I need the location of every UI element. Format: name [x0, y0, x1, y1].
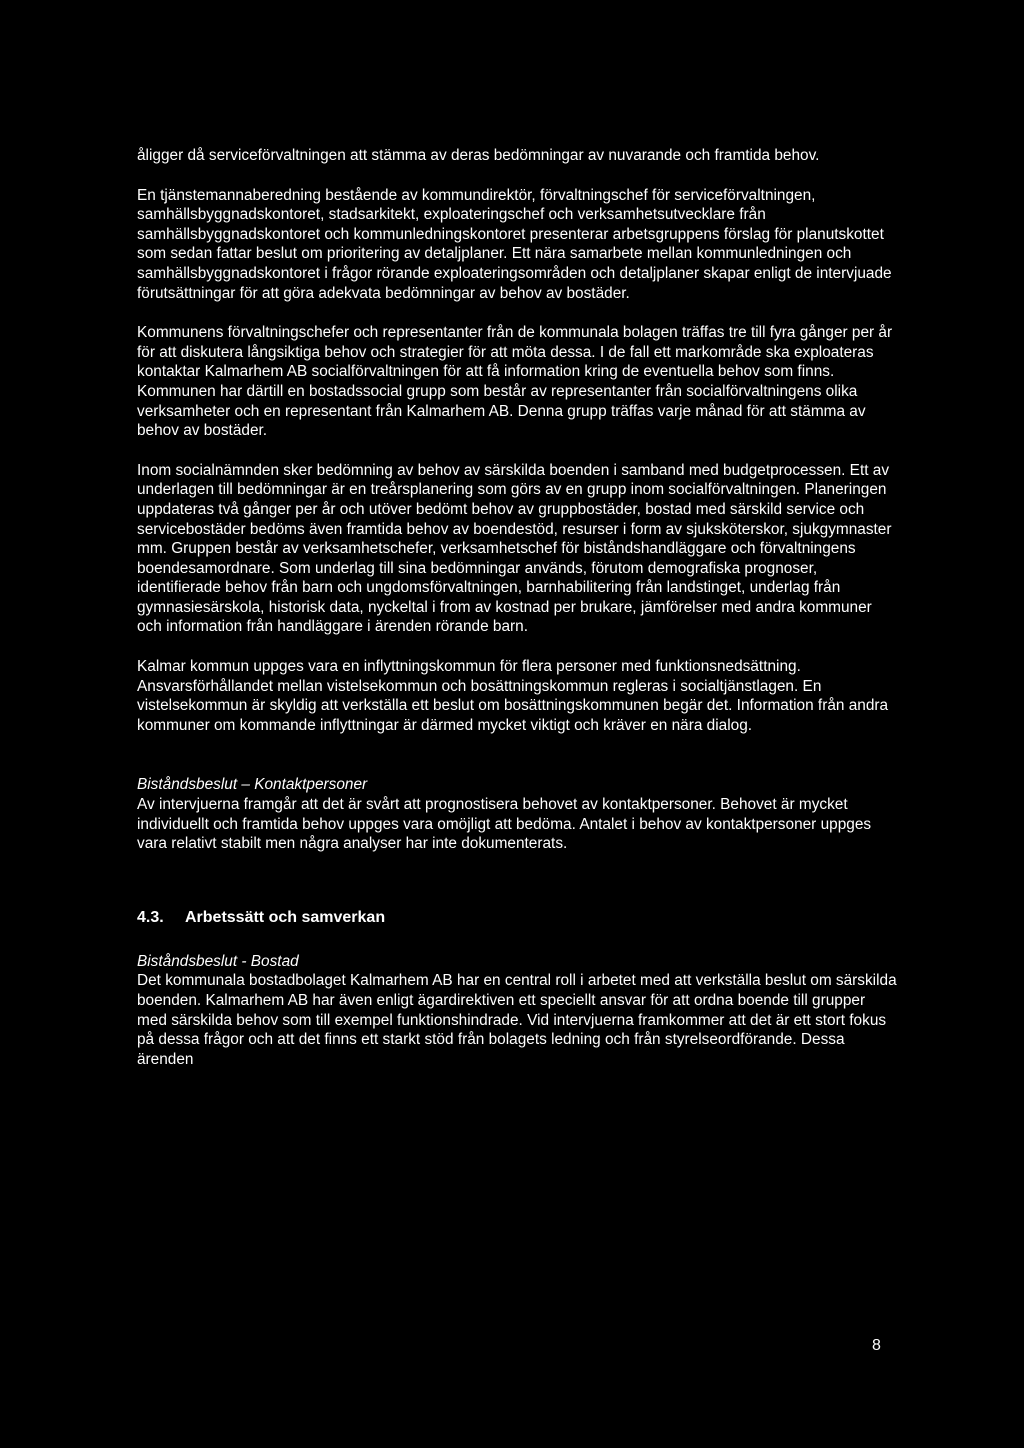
paragraph-2: En tjänstemannaberedning bestående av kommundirektör, förvaltningschef för serviceförvaltningen, samhällsbyggnadskontoret, stadsarkitekt, exploateringschef och verksamhetsutvecklare från samhällsbyggnadskontoret och kommunledningskontoret presenterar arbetsgruppens förslag för planutskottet som sedan fattar beslut om prioritering av detaljplaner. Ett nära samarbete mellan kommunledningen och samhällsbyggnadskontoret i frågor rörande exploateringsområden och detaljplaner skapar enligt de intervjuade förutsättningar för att göra adekvata bedömningar av behov av bostäder. — [137, 186, 892, 302]
section-number: 4.3. — [137, 908, 164, 926]
paragraph-4: Inom socialnämnden sker bedömning av behov av särskilda boenden i samband med budgetprocessen. Ett av underlagen till bedömningar är en treårsplanering som görs av en grupp inom socialförvaltningen. Planeringen uppdateras två gånger per år och utöver bedömt behov av gruppbostäder, bostad med särskild service och servicebostäder bedöms även framtida behov av boendestöd, resurser i form av sjuksköterskor, sjukgymnaster mm. Gruppen består av verksamhetschefer, verksamhetschef för biståndshandläggare och förvaltningens boendesamordnare. Som underlag till sina bedömningar används, förutom demografiska prognoser, identifierade behov från barn och ungdomsförvaltningen, barnhabilitering från landstinget, underlag från gymnasiesärskola, historisk data, nyckeltal i from av kostnad per brukare, jämförelser med andra kommuner och information från handläggare i ärenden rörande barn. — [137, 461, 892, 636]
page-number: 8 — [872, 1337, 881, 1354]
section-title: Arbetssätt och samverkan — [185, 908, 386, 926]
subheading-kontaktpersoner: Biståndsbeslut – Kontaktpersoner — [137, 776, 368, 794]
section-heading — [137, 908, 897, 928]
subheading-bostad: Biståndsbeslut - Bostad — [137, 952, 299, 970]
paragraph-6: Av intervjuerna framgår att det är svårt att prognostisera behovet av kontaktpersoner. Behovet är mycket individuellt och framtida behov uppges vara omöjligt att bedöma. Antalet i behov av kontaktpersoner uppges vara relativt stabilt men några analyser har inte dokumenterats. — [137, 796, 872, 853]
paragraph-7: Det kommunala bostadbolaget Kalmarhem AB har en central roll i arbetet med att verkställa beslut om särskilda boenden. Kalmarhem AB har även enligt ägardirektiven ett speciellt ansvar för att ordna boende till grupper med särskilda behov som till exempel funktionshindrade. Vid intervjuerna framkommer att det är ett stort fokus på dessa frågor och att det finns ett starkt stöd från bolagets ledning och från styrelseordförande. Dessa ärenden — [137, 972, 897, 1068]
paragraph-1: åligger då serviceförvaltningen att stämma av deras bedömningar av nuvarande och framtida behov. — [137, 147, 820, 164]
paragraph-5: Kalmar kommun uppges vara en inflyttningskommun för flera personer med funktionsnedsättning. Ansvarsförhållandet mellan vistelsekommun och bosättningskommun regleras i socialtjänstlagen. En vistelsekommun är skyldig att verkställa ett beslut om bosättningskommunen begär det. Information från andra kommuner om kommande inflyttningar är därmed mycket viktigt och kräver en nära dialog. — [137, 658, 889, 734]
document-page — [137, 146, 897, 1069]
paragraph-3: Kommunens förvaltningschefer och representanter från de kommunala bolagen träffas tre till fyra gånger per år för att diskutera långsiktiga behov och strategier för att möta dessa. I de fall ett markområde ska exploateras kontaktar Kalmarhem AB socialförvaltningen för att få information kring de eventuella behov som finns. Kommunen har därtill en bostadssocial grupp som består av representanter från socialförvaltningens olika verksamheter och en representant från Kalmarhem AB. Denna grupp träffas varje månad för att stämma av behov av bostäder. — [137, 324, 893, 440]
